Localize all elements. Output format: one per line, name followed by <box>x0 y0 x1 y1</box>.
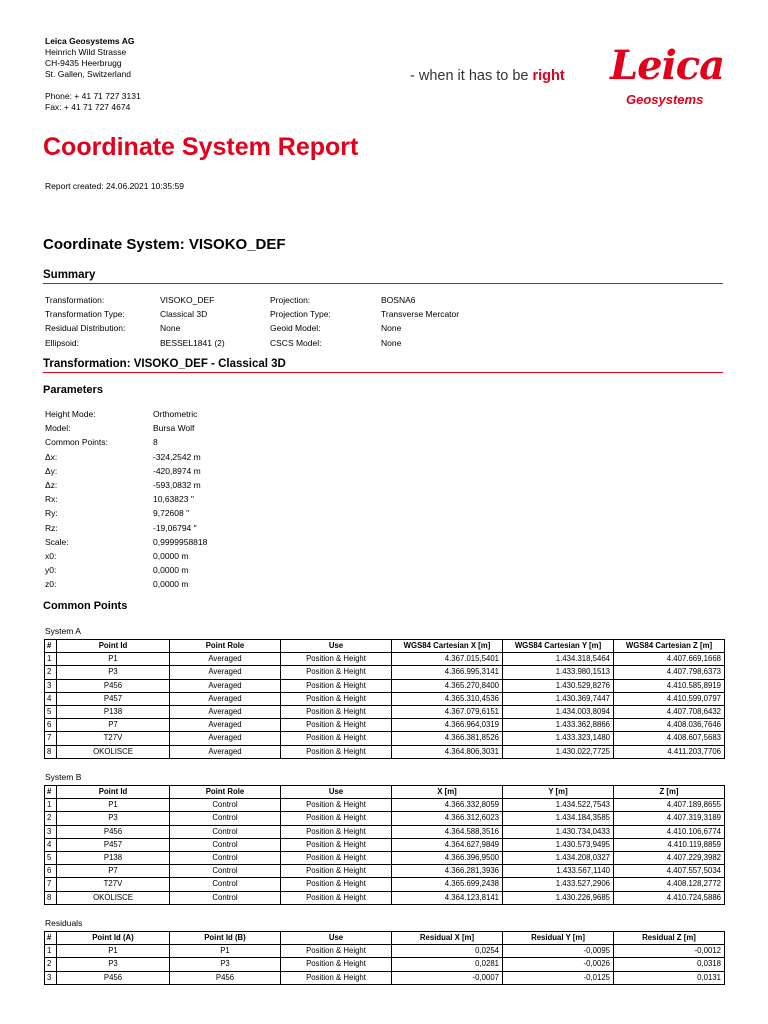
table-cell: 4.410.106,6774 <box>614 825 725 838</box>
table-cell: 0,0281 <box>392 958 503 971</box>
column-header: Y [m] <box>503 786 614 799</box>
summary-value: VISOKO_DEF <box>160 295 215 305</box>
coordinate-system-heading: Coordinate System: VISOKO_DEF <box>43 236 286 253</box>
table-cell: 3 <box>45 825 57 838</box>
system-a-caption: System A <box>45 626 81 636</box>
parameter-key: Rz: <box>45 522 58 533</box>
table-cell: 4.366.964,0319 <box>392 719 503 732</box>
table-cell: Position & Height <box>281 838 392 851</box>
report-created: Report created: 24.06.2021 10:35:59 <box>45 181 184 191</box>
table-cell: 1 <box>45 653 57 666</box>
company-fax: Fax: + 41 71 727 4674 <box>45 102 131 112</box>
table-cell: Position & Height <box>281 732 392 745</box>
table-cell: 4.408.607,5683 <box>614 732 725 745</box>
table-cell: 7 <box>45 878 57 891</box>
parameter-value: 10,63823 " <box>153 494 194 505</box>
summary-value: None <box>381 323 402 334</box>
column-header: WGS84 Cartesian X [m] <box>392 640 503 653</box>
parameter-key: y0: <box>45 565 57 576</box>
parameter-value: -593,0832 m <box>153 480 201 491</box>
parameter-keys <box>45 407 150 592</box>
table-cell: 1.430.529,8276 <box>503 679 614 692</box>
logo-wordmark: Leica <box>610 42 725 89</box>
column-header: X [m] <box>392 786 503 799</box>
table-cell: P456 <box>57 971 170 984</box>
table-cell: 4 <box>45 692 57 705</box>
logo-subtitle: Geosystems <box>626 92 704 107</box>
summary-value: BESSEL1841 (2) <box>160 337 225 348</box>
table-cell: P1 <box>170 945 281 958</box>
parameter-value: -324,2542 m <box>153 451 201 462</box>
column-header: Residual X [m] <box>392 932 503 945</box>
parameter-key: Δx: <box>45 451 58 462</box>
parameter-value: -420,8974 m <box>153 465 201 476</box>
table-cell: P456 <box>57 825 170 838</box>
table-cell: P457 <box>57 692 170 705</box>
table-cell: P456 <box>57 679 170 692</box>
parameter-key: z0: <box>45 579 57 590</box>
column-header: # <box>45 786 57 799</box>
column-header: Point Id <box>57 640 170 653</box>
table-cell: OKOLISCE <box>57 891 170 904</box>
table-cell: -0,0007 <box>392 971 503 984</box>
table-row <box>45 878 725 891</box>
slogan-prefix: - when it has to be <box>410 68 533 84</box>
table-row <box>45 679 725 692</box>
table-cell: Position & Height <box>281 971 392 984</box>
company-street: Heinrich Wild Strasse <box>45 47 127 57</box>
column-header: # <box>45 640 57 653</box>
column-header: Residual Z [m] <box>614 932 725 945</box>
table-cell: Averaged <box>170 653 281 666</box>
column-header: Use <box>281 932 392 945</box>
table-cell: 4.407.189,8655 <box>614 799 725 812</box>
table-cell: Position & Height <box>281 799 392 812</box>
table-row <box>45 891 725 904</box>
column-header: Point Role <box>170 640 281 653</box>
table-row <box>45 692 725 705</box>
table-cell: Control <box>170 825 281 838</box>
column-header: Residual Y [m] <box>503 932 614 945</box>
table-cell: 4.365.270,8400 <box>392 679 503 692</box>
table-row <box>45 719 725 732</box>
table-cell: 4.410.119,8859 <box>614 838 725 851</box>
slogan-emphasis: right <box>532 68 565 84</box>
table-row <box>45 745 725 758</box>
table-cell: 1.430.734,0433 <box>503 825 614 838</box>
table-cell: Control <box>170 851 281 864</box>
table-cell: 4.407.557,5034 <box>614 865 725 878</box>
table-cell: 1.430.369,7447 <box>503 692 614 705</box>
slogan <box>410 68 565 84</box>
parameter-key: Height Mode: <box>45 409 96 419</box>
company-phone: Phone: + 41 71 727 3131 <box>45 91 141 101</box>
company-country: St. Gallen, Switzerland <box>45 69 131 79</box>
summary-value: None <box>381 337 402 348</box>
company-name: Leica Geosystems AG <box>45 36 135 46</box>
table-cell: 4.411.203,7706 <box>614 745 725 758</box>
parameter-value: Orthometric <box>153 409 198 419</box>
table-cell: Position & Height <box>281 878 392 891</box>
table-cell: 1.434.208,0327 <box>503 851 614 864</box>
table-cell: 0,0254 <box>392 945 503 958</box>
table-cell: P457 <box>57 838 170 851</box>
column-header: WGS84 Cartesian Z [m] <box>614 640 725 653</box>
table-cell: P7 <box>57 865 170 878</box>
table-cell: 4.366.396,9500 <box>392 851 503 864</box>
table-cell: Averaged <box>170 719 281 732</box>
table-row <box>45 825 725 838</box>
summary-key: Transformation: <box>45 295 105 305</box>
table-cell: 4.364.627,9849 <box>392 838 503 851</box>
column-header: Point Id <box>57 786 170 799</box>
table-cell: Position & Height <box>281 745 392 758</box>
table-cell: 4.367.015,5401 <box>392 653 503 666</box>
table-cell: 4.408.128,2772 <box>614 878 725 891</box>
table-cell: T27V <box>57 732 170 745</box>
table-cell: 4.410.599,0797 <box>614 692 725 705</box>
table-cell: 0,0318 <box>614 958 725 971</box>
table-row <box>45 945 725 958</box>
table-cell: 1.430.573,9495 <box>503 838 614 851</box>
parameter-key: Scale: <box>45 536 69 547</box>
table-cell: 4.365.699,2438 <box>392 878 503 891</box>
parameter-key: Common Points: <box>45 437 108 448</box>
table-cell: Position & Height <box>281 851 392 864</box>
column-header: Use <box>281 640 392 653</box>
parameter-key: x0: <box>45 551 57 562</box>
table-row <box>45 812 725 825</box>
parameter-key: Model: <box>45 423 71 434</box>
table-cell: 4.407.229,3982 <box>614 851 725 864</box>
table-cell: 5 <box>45 705 57 718</box>
summary-right-keys <box>270 293 375 350</box>
table-cell: 3 <box>45 679 57 692</box>
table-cell: Averaged <box>170 679 281 692</box>
table-cell: 2 <box>45 958 57 971</box>
table-cell: 1.433.323,1480 <box>503 732 614 745</box>
table-cell: P456 <box>170 971 281 984</box>
table-cell: Averaged <box>170 732 281 745</box>
table-row <box>45 838 725 851</box>
table-cell: 4.410.724,5886 <box>614 891 725 904</box>
table-cell: 1 <box>45 945 57 958</box>
parameter-key: Ry: <box>45 508 58 519</box>
table-cell: 4.366.381,8526 <box>392 732 503 745</box>
parameters-heading: Parameters <box>43 384 103 396</box>
table-cell: 8 <box>45 891 57 904</box>
table-header-row <box>45 932 725 945</box>
table-cell: 1.433.362,8866 <box>503 719 614 732</box>
table-cell: Control <box>170 799 281 812</box>
table-cell: Position & Height <box>281 692 392 705</box>
table-cell: 4 <box>45 838 57 851</box>
transformation-heading: Transformation: VISOKO_DEF - Classical 3D <box>43 358 723 373</box>
summary-key: Projection Type: <box>270 309 331 320</box>
table-cell: 4.407.798,6373 <box>614 666 725 679</box>
table-header-row <box>45 786 725 799</box>
table-cell: 1 <box>45 799 57 812</box>
table-row <box>45 732 725 745</box>
table-cell: Position & Height <box>281 825 392 838</box>
table-cell: 0,0131 <box>614 971 725 984</box>
table-cell: Control <box>170 878 281 891</box>
table-cell: 1.434.003,8094 <box>503 705 614 718</box>
table-cell: 4.407.669,1668 <box>614 653 725 666</box>
table-cell: Averaged <box>170 692 281 705</box>
table-cell: Position & Height <box>281 653 392 666</box>
table-cell: Position & Height <box>281 891 392 904</box>
table-cell: 1.433.980,1513 <box>503 666 614 679</box>
parameter-key: Δy: <box>45 465 58 476</box>
table-row <box>45 971 725 984</box>
summary-key: Transformation Type: <box>45 309 125 320</box>
table-cell: 1.433.567,1140 <box>503 865 614 878</box>
table-cell: 6 <box>45 865 57 878</box>
table-cell: Position & Height <box>281 719 392 732</box>
table-row <box>45 799 725 812</box>
table-cell: Position & Height <box>281 958 392 971</box>
parameter-key: Δz: <box>45 480 58 491</box>
summary-left-values <box>160 293 265 350</box>
table-cell: P138 <box>57 705 170 718</box>
table-cell: 4.410.585,8919 <box>614 679 725 692</box>
table-cell: OKOLISCE <box>57 745 170 758</box>
summary-key: Geoid Model: <box>270 323 321 334</box>
table-cell: 4.364.123,8141 <box>392 891 503 904</box>
column-header: Z [m] <box>614 786 725 799</box>
parameter-value: 0,0000 m <box>153 579 189 590</box>
summary-key: Projection: <box>270 295 311 305</box>
system-b-table <box>44 785 725 905</box>
parameter-values <box>153 407 273 592</box>
column-header: Point Id (A) <box>57 932 170 945</box>
table-row <box>45 666 725 679</box>
table-cell: Averaged <box>170 745 281 758</box>
table-cell: 1.434.522,7543 <box>503 799 614 812</box>
table-cell: P1 <box>57 799 170 812</box>
table-row <box>45 705 725 718</box>
table-cell: 2 <box>45 666 57 679</box>
table-cell: Control <box>170 838 281 851</box>
system-b-caption: System B <box>45 772 82 782</box>
parameter-value: 0,0000 m <box>153 565 189 576</box>
table-cell: 1.430.022,7725 <box>503 745 614 758</box>
table-cell: 6 <box>45 719 57 732</box>
table-cell: P3 <box>57 812 170 825</box>
leica-logo <box>610 42 728 112</box>
table-cell: P7 <box>57 719 170 732</box>
table-cell: 1.434.184,3585 <box>503 812 614 825</box>
table-cell: Control <box>170 865 281 878</box>
parameter-value: 0,0000 m <box>153 551 189 562</box>
table-cell: Control <box>170 891 281 904</box>
column-header: Use <box>281 786 392 799</box>
table-cell: P3 <box>57 958 170 971</box>
table-cell: 4.364.806,3031 <box>392 745 503 758</box>
summary-value: Transverse Mercator <box>381 309 460 320</box>
table-cell: Position & Height <box>281 945 392 958</box>
residuals-table <box>44 931 725 985</box>
table-cell: 4.407.708,6432 <box>614 705 725 718</box>
parameter-key: Rx: <box>45 494 58 505</box>
table-cell: P3 <box>170 958 281 971</box>
summary-right-values <box>381 293 531 350</box>
table-cell: 4.365.310,4536 <box>392 692 503 705</box>
company-address <box>45 36 141 113</box>
table-cell: 8 <box>45 745 57 758</box>
table-header-row <box>45 640 725 653</box>
table-cell: Averaged <box>170 666 281 679</box>
table-cell: 1.430.226,9685 <box>503 891 614 904</box>
summary-value: Classical 3D <box>160 309 208 320</box>
table-cell: 4.407.319,3189 <box>614 812 725 825</box>
summary-key: Ellipsoid: <box>45 337 80 348</box>
table-cell: Position & Height <box>281 705 392 718</box>
table-cell: -0,0026 <box>503 958 614 971</box>
table-row <box>45 865 725 878</box>
parameter-value: Bursa Wolf <box>153 423 195 434</box>
table-cell: 3 <box>45 971 57 984</box>
table-cell: Position & Height <box>281 865 392 878</box>
table-cell: T27V <box>57 878 170 891</box>
parameter-value: 0,9999958818 <box>153 536 208 547</box>
summary-value: BOSNA6 <box>381 295 416 305</box>
company-city: CH-9435 Heerbrugg <box>45 58 122 68</box>
table-row <box>45 851 725 864</box>
table-cell: Control <box>170 812 281 825</box>
summary-key: Residual Distribution: <box>45 323 126 334</box>
table-cell: 4.408.036,7646 <box>614 719 725 732</box>
table-cell: -0,0125 <box>503 971 614 984</box>
summary-value: None <box>160 323 181 334</box>
table-cell: -0,0012 <box>614 945 725 958</box>
parameter-value: 8 <box>153 437 158 448</box>
parameter-value: -19,06794 " <box>153 522 197 533</box>
table-cell: 7 <box>45 732 57 745</box>
summary-key: CSCS Model: <box>270 337 322 348</box>
table-cell: 4.366.332,8059 <box>392 799 503 812</box>
report-title: Coordinate System Report <box>43 133 359 161</box>
column-header: Point Role <box>170 786 281 799</box>
table-cell: 4.366.312,6023 <box>392 812 503 825</box>
summary-left-keys <box>45 293 155 350</box>
table-cell: 5 <box>45 851 57 864</box>
table-cell: P3 <box>57 666 170 679</box>
table-cell: 1.434.318,5464 <box>503 653 614 666</box>
table-row <box>45 653 725 666</box>
residuals-caption: Residuals <box>45 918 83 928</box>
column-header: # <box>45 932 57 945</box>
table-row <box>45 958 725 971</box>
table-cell: Position & Height <box>281 666 392 679</box>
summary-heading: Summary <box>43 269 723 284</box>
table-cell: P1 <box>57 653 170 666</box>
common-points-heading: Common Points <box>43 600 128 612</box>
table-cell: 4.366.995,3141 <box>392 666 503 679</box>
table-cell: Averaged <box>170 705 281 718</box>
column-header: WGS84 Cartesian Y [m] <box>503 640 614 653</box>
table-cell: 4.367.079,6151 <box>392 705 503 718</box>
table-cell: -0,0095 <box>503 945 614 958</box>
table-cell: 1.433.527,2906 <box>503 878 614 891</box>
table-cell: 4.364.588,3516 <box>392 825 503 838</box>
table-cell: P138 <box>57 851 170 864</box>
column-header: Point Id (B) <box>170 932 281 945</box>
table-cell: P1 <box>57 945 170 958</box>
parameter-value: 9,72608 " <box>153 508 190 519</box>
table-cell: Position & Height <box>281 812 392 825</box>
table-cell: Position & Height <box>281 679 392 692</box>
system-a-table <box>44 639 725 759</box>
table-cell: 2 <box>45 812 57 825</box>
table-cell: 4.366.281,3936 <box>392 865 503 878</box>
